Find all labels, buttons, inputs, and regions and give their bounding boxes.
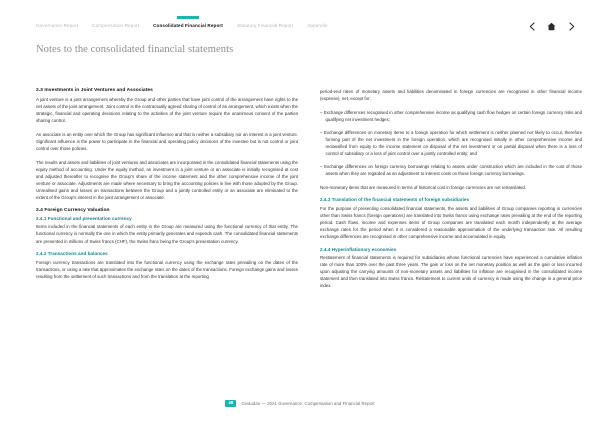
page-navigation-controls [527,16,576,31]
top-navigation [36,16,576,38]
section-heading-2-3: 2.3 Investments in Joint Ventures and Associates [36,88,153,93]
paragraph-functional-currency: Items included in the financial statements of each entity in the Group are measured using the functional currency of that entity. The functional currency is normally the one in which the entity primarily generates and expends cash. The consolidated financial statements are presented in millions of Swiss francs (CHF), the Swiss franc being the Group's presentation currency. [36,224,298,244]
left-column [36,88,298,384]
right-column [320,88,582,384]
tab-consolidated-financial-report[interactable]: Consolidated Financial Report [153,16,223,28]
footer-text: Givaudan — 2021 Governance, Compensation and Financial Report [241,400,375,406]
bullet-borrowings-assets-under-construction: – Exchange differences on foreign currency borrowings relating to assets under construction which are included in the cost of those assets when they are regarded as an adjustment to interest costs on those foreign currency borrowings. [320,164,582,177]
section-heading-2-4: 2.4 Foreign Currency Valuation [36,208,110,213]
document-body [36,88,582,384]
tab-compensation-report[interactable]: Compensation Report [92,23,140,28]
report-section-tabs [36,16,327,28]
bullet-net-investment-foreign-operation: – Exchange differences on monetary items to a foreign operation for which settlement is neither planned nor likely to occur, therefore forming part of the net investment in the foreign operation, which are recognised initially in other comprehensive income and reclassified from equity to the income statement on disposal of the net investment or on partial disposal when there is a loss of control of subsidiary or a loss of joint control over a jointly controlled entity; and [320,129,582,157]
paragraph-transactions-balances: Foreign currency transactions are translated into the functional currency using the exchange rates prevailing on the dates of the transactions, or using a rate that approximates the exchange rates on the dates of the transactions. Foreign exchange gains and losses resulting from the settlement of such transactions and from the translation at the reporting [36,259,298,279]
bullet-cash-flow-hedges: – Exchange differences recognised in other comprehensive income as qualifying cash flow hedges on certain foreign currency risks and qualifying net investment hedges; [320,109,582,122]
page-number-badge: 48 [225,400,236,407]
paragraph-associate-definition: An associate is an entity over which the Group has significant influence and that is neither a subsidiary nor an interest in a joint venture. Significant influence is the power to participate in the financial and operating policy decisions of the investee but is not control or joint control over those policies. [36,131,298,152]
paragraph-translation-foreign-subsidiaries: For the purpose of presenting consolidated financial statements, the assets and liabilities of Group companies reporting in currencies other than Swiss francs (foreign operations) are translated into Swiss francs using exchange rates prevailing at the end of the reporting period. Cash flows, income and expenses items of Group companies are translated each month independently at the average exchange rates for the period when it is considered a reasonable approximation of the underlying transaction rate. All resulting exchange differences are recognised in other comprehensive income and accumulated in equity. [320,205,582,239]
paragraph-non-monetary-items: Non-monetary items that are measured in terms of historical cost in foreign currencies are not retranslated. [320,184,527,190]
tab-statutory-financial-report[interactable]: Statutory Financial Report [236,23,294,28]
subsection-heading-2-4-1: 2.4.1 Functional and presentation currency [36,216,132,221]
home-icon[interactable] [547,21,556,31]
paragraph-period-end-rates: period-end rates of monetary assets and liabilities denominated in foreign currencies are recognised in other financial income (expense), net, except for: [320,89,582,102]
subsection-heading-2-4-4: 2.4.4 Hyperinflationary economies [320,246,397,252]
paragraph-joint-venture-definition: A joint venture is a joint arrangement whereby the Group and other parties that have joint control of the arrangement have rights to the net assets of the joint arrangement. Joint control is the contractually agreed sharing of control of an arrangement, which exists when the strategic, financial and operating decisions relating to the activities of the joint venture require the unanimous consent of the parties sharing control. [36,97,298,124]
page-title: Notes to the consolidated financial statements [36,44,234,55]
paragraph-hyperinflationary-economies: Restatement of financial statements is required for subsidiaries whose functional currencies have experienced a cumulative inflation rate of more than 100% over the past three years. The gain or loss on the net monetary position as well as the gain or loss incurred upon adjusting the carrying amounts of non-monetary assets and liabilities for inflation are recognised in the consolidated income statement and then translated into Swiss francs. Restatement to current units of currency is made using the change in a general price index. [320,255,582,289]
chevron-left-icon[interactable] [527,21,536,31]
subsection-heading-2-4-3: 2.4.3 Translation of the financial statements of foreign subsidiaries [320,197,470,203]
chevron-right-icon[interactable] [567,21,576,31]
page-footer [0,400,600,407]
tab-governance-report[interactable]: Governance Report [36,23,79,28]
paragraph-equity-method: The results and assets and liabilities of joint ventures and associates are incorporated in the consolidated financial statements using the equity method of accounting. Under the equity method, an investment in a joint venture or an associate is initially recognised at cost and adjusted thereafter to recognise the Group's share of the income statement and the other comprehensive income of the joint venture or associate. Adjustments are made where necessary to bring the accounting policies in line with those adopted by the Group. Unrealised gains and losses on transactions between the Group and a jointly controlled entity or an associate are eliminated to the extent of the Group's interest in the joint arrangement or associate. [36,159,298,201]
tab-appendix[interactable]: Appendix [307,23,328,28]
subsection-heading-2-4-2: 2.4.2 Transactions and balances [36,251,108,257]
